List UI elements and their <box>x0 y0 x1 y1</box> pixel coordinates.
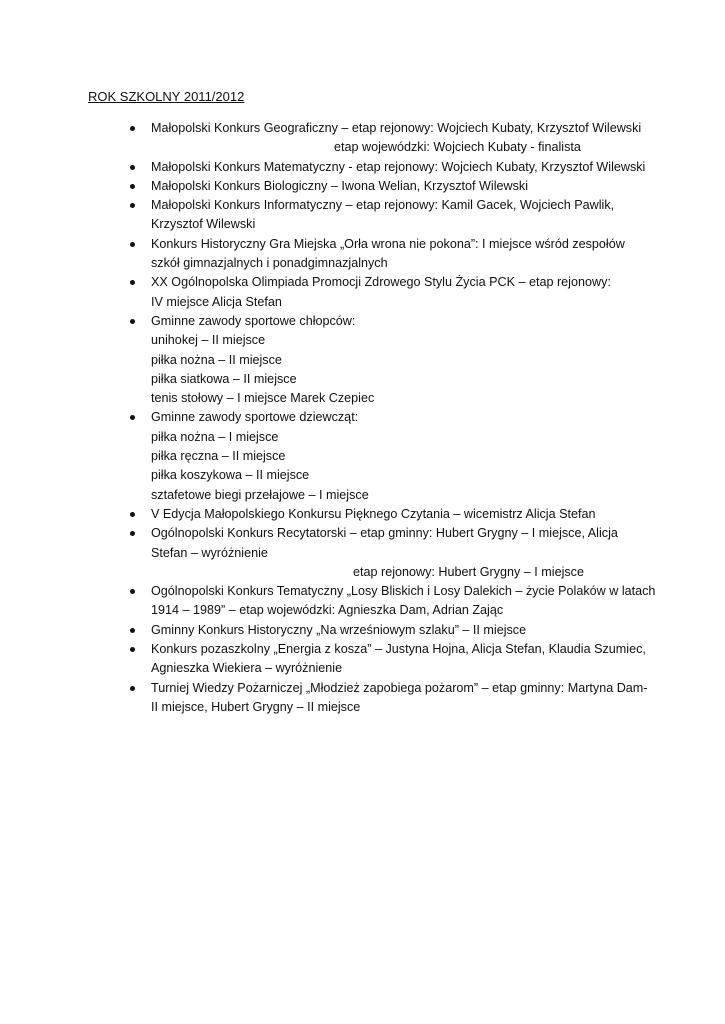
list-item-line: Małopolski Konkurs Geograficzny – etap rejonowy: Wojciech Kubaty, Krzysztof Wilewski <box>151 121 642 135</box>
list-item-line: Ogólnopolski Konkurs Tematyczny „Losy Bliskich i Losy Dalekich – życie Polaków w latach <box>151 584 656 599</box>
list-item-line: piłka siatkowa – II miejsce <box>151 371 297 386</box>
bullet-icon <box>130 126 135 131</box>
list-item-line: Gminne zawody sportowe chłopców: <box>151 313 356 328</box>
list-item-line: Małopolski Konkurs Informatyczny – etap rejonowy: Kamil Gacek, Wojciech Pawlik, <box>151 198 615 213</box>
list-item-line: piłka koszykowa – II miejsce <box>151 468 310 483</box>
list-item <box>0 408 725 504</box>
document-title: ROK SZKOLNY 2011/2012 <box>88 89 245 104</box>
list-item-line: IV miejsce Alicja Stefan <box>151 294 282 309</box>
list-item <box>0 640 725 679</box>
list-item <box>0 196 725 235</box>
achievements-list <box>0 119 725 717</box>
list-item-line: sztafetowe biegi przełajowe – I miejsce <box>151 487 369 502</box>
list-item-line: Krzysztof Wilewski <box>151 217 256 232</box>
list-item <box>0 679 725 718</box>
list-item <box>0 177 725 196</box>
list-item <box>0 621 725 640</box>
list-item <box>0 524 725 582</box>
bullet-icon <box>130 203 135 208</box>
list-item-line: Gminne zawody sportowe dziewcząt: <box>151 410 359 425</box>
list-item <box>0 582 725 621</box>
bullet-icon <box>130 165 135 170</box>
list-item-line: II miejsce, Hubert Grygny – II miejsce <box>151 699 361 714</box>
list-item-line: szkół gimnazjalnych i ponadgimnazjalnych <box>151 256 388 271</box>
list-item-line: tenis stołowy – I miejsce Marek Czepiec <box>151 391 375 406</box>
list-item-line: piłka ręczna – II miejsce <box>151 449 286 464</box>
bullet-icon <box>130 184 135 189</box>
bullet-icon <box>130 628 135 633</box>
list-item-line: Agnieszka Wiekiera – wyróżnienie <box>151 661 343 676</box>
bullet-icon <box>130 647 135 652</box>
list-item <box>0 235 725 274</box>
bullet-icon <box>130 531 135 536</box>
list-item-line: Gminny Konkurs Historyczny „Na wrześniowym szlaku” – II miejsce <box>151 622 527 637</box>
list-item-line: Konkurs Historyczny Gra Miejska „Orła wrona nie pokona”: I miejsce wśród zespołów <box>151 236 625 251</box>
list-item-line: Stefan – wyróżnienie <box>151 545 268 560</box>
bullet-icon <box>130 512 135 517</box>
list-item <box>0 273 725 312</box>
list-item-line: piłka nożna – II miejsce <box>151 352 282 367</box>
list-item-line: Małopolski Konkurs Biologiczny – Iwona Welian, Krzysztof Wilewski <box>151 178 529 193</box>
bullet-icon <box>130 686 135 691</box>
list-item <box>0 312 725 408</box>
list-item-line: Ogólnopolski Konkurs Recytatorski – etap gminny: Hubert Grygny – I miejsce, Alicja <box>151 526 618 541</box>
list-item-line: 1914 – 1989” – etap wojewódzki: Agnieszka Dam, Adrian Zając <box>151 603 504 618</box>
list-item-line: etap wojewódzki: Wojciech Kubaty - finalista <box>334 140 581 155</box>
list-item-line: Turniej Wiedzy Pożarniczej „Młodzież zapobiega pożarom” – etap gminny: Martyna Dam- <box>151 680 648 695</box>
list-item-line: unihokej – II miejsce <box>151 333 266 348</box>
bullet-icon <box>130 589 135 594</box>
bullet-icon <box>130 319 135 324</box>
list-item <box>0 158 725 177</box>
list-item <box>0 505 725 524</box>
list-item-line: V Edycja Małopolskiego Konkursu Pięknego Czytania – wicemistrz Alicja Stefan <box>151 506 596 521</box>
list-item-line: piłka nożna – I miejsce <box>151 429 279 444</box>
list-item-line: Konkurs pozaszkolny „Energia z kosza” – Justyna Hojna, Alicja Stefan, Klaudia Szumiec, <box>151 642 646 657</box>
list-item-line: etap rejonowy: Hubert Grygny – I miejsce <box>353 564 584 579</box>
list-item-line: XX Ogólnopolska Olimpiada Promocji Zdrowego Stylu Życia PCK – etap rejonowy: <box>151 275 611 290</box>
list-item-line: Małopolski Konkurs Matematyczny - etap rejonowy: Wojciech Kubaty, Krzysztof Wilewski <box>151 159 646 174</box>
list-item <box>0 119 725 158</box>
bullet-icon <box>130 242 135 247</box>
bullet-icon <box>130 280 135 285</box>
bullet-icon <box>130 415 135 420</box>
